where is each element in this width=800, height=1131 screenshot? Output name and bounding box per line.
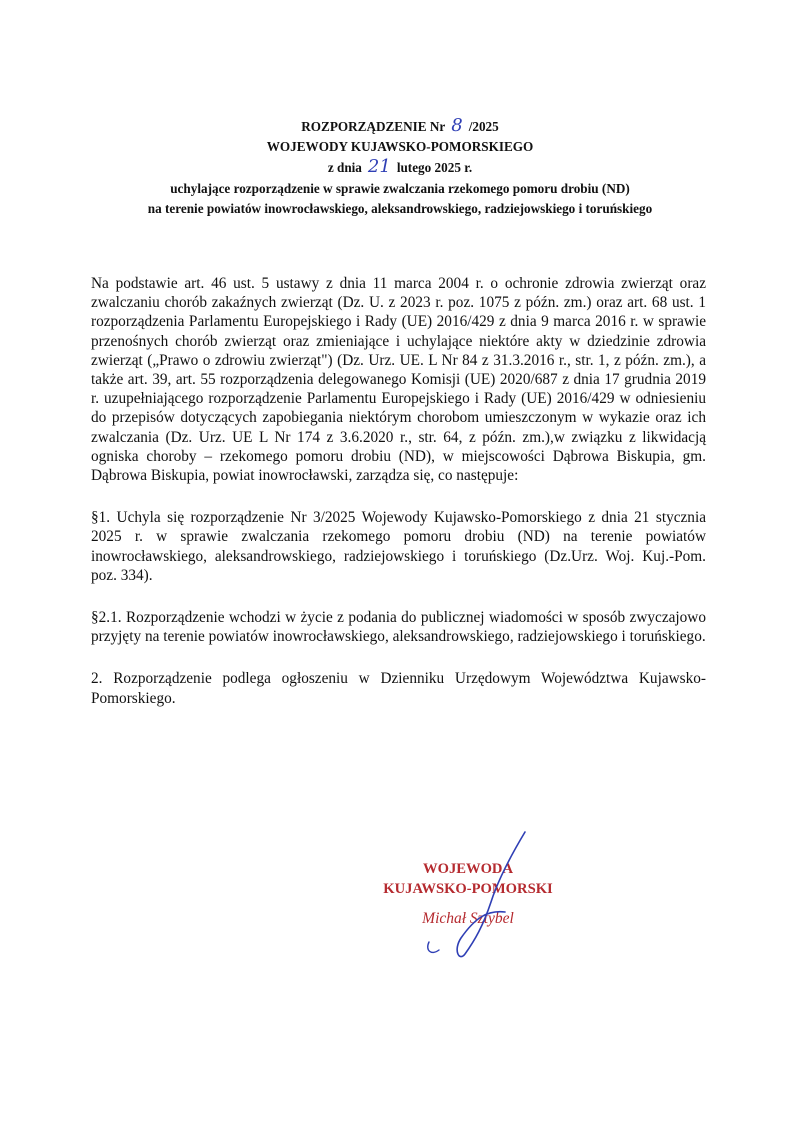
date-line [0,157,800,178]
title-suffix: /2025 [468,119,499,134]
title-prefix: ROZPORZĄDZENIE Nr [301,119,446,134]
handwritten-number: 8 [451,115,463,136]
document-header [0,116,800,219]
section-2-2-paragraph: 2. Rozporządzenie podlega ogłoszeniu w Dzienniku Urzędowym Województwa Kujawsko-Pomorskiego. [91,670,706,707]
document-body [91,274,706,708]
subject-line-2: na terenie powiatów inowrocławskiego, aleksandrowskiego, radziejowskiego i toruńskiego [147,200,653,216]
handwritten-day: 21 [367,156,391,178]
section-1-paragraph: §1. Uchyla się rozporządzenie Nr 3/2025 Wojewody Kujawsko-Pomorskiego z dnia 21 stycznia 2025 r. w sprawie zwalczania rzekomego pomoru drobiu (ND) na terenie powiatów inowrocławskiego, aleksandrowskiego, radziejowskiego i toruńskiego (Dz.Urz. Woj. Kuj.-Pom. poz. 334). [91,509,706,584]
section-2-1-paragraph: §2.1. Rozporządzenie wchodzi w życie z podania do publicznej wiadomości w sposób zwyczajowo przyjęty na terenie powiatów inowrocławskiego, aleksandrowskiego, radziejowskiego i toruńskiego. [91,609,706,646]
preamble-paragraph: Na podstawie art. 46 ust. 5 ustawy z dnia 11 marca 2004 r. o ochronie zdrowia zwierząt oraz zwalczaniu chorób zakaźnych zwierząt (Dz. U. z 2023 r. poz. 1075 z późn. zm.) oraz art. 68 ust. 1 rozporządzenia Parlamentu Europejskiego i Rady (UE) 2016/429 z dnia 9 marca 2016 r. w sprawie przenośnych chorób zwierząt oraz zmieniające i uchylające niektóre akty w dziedzinie zdrowia zwierząt („Prawo o zdrowiu zwierząt") (Dz. Urz. UE. L Nr 84 z 31.3.2016 r., str. 1, z późn. zm.), a także art. 39, art. 55 rozporządzenia delegowanego Komisji (UE) 2020/687 z dnia 17 grudnia 2019 r. uzupełniającego rozporządzenie Parlamentu Europejskiego i Rady (UE) 2016/429 w odniesieniu do przepisów dotyczących zapobiegania niektórym chorobom umieszczonym w wykazie oraz ich zwalczania (Dz. Urz. UE L Nr 174 z 3.6.2020 r., str. 64, z późn. zm.),w związku z likwidacją ogniska choroby – rzekomego pomoru drobiu (ND), w miejscowości Dąbrowa Biskupia, gm. Dąbrowa Biskupia, powiat inowrocławski, zarządza się, co następuje: [91,275,706,485]
stamp-name: Michał Sztybel [422,910,514,927]
stamp-region: KUJAWSKO-POMORSKI [383,880,553,897]
title-line [0,116,800,137]
date-prefix: z dnia [327,160,362,176]
stamp-title: WOJEWODA [423,861,513,877]
date-suffix: lutego 2025 r. [396,160,473,176]
handwritten-signature [395,822,565,972]
authority-line: WOJEWODY KUJAWSKO-POMORSKIEGO [266,139,534,155]
subject-line-1: uchylające rozporządzenie w sprawie zwalczania rzekomego pomoru drobiu (ND) [170,180,630,196]
